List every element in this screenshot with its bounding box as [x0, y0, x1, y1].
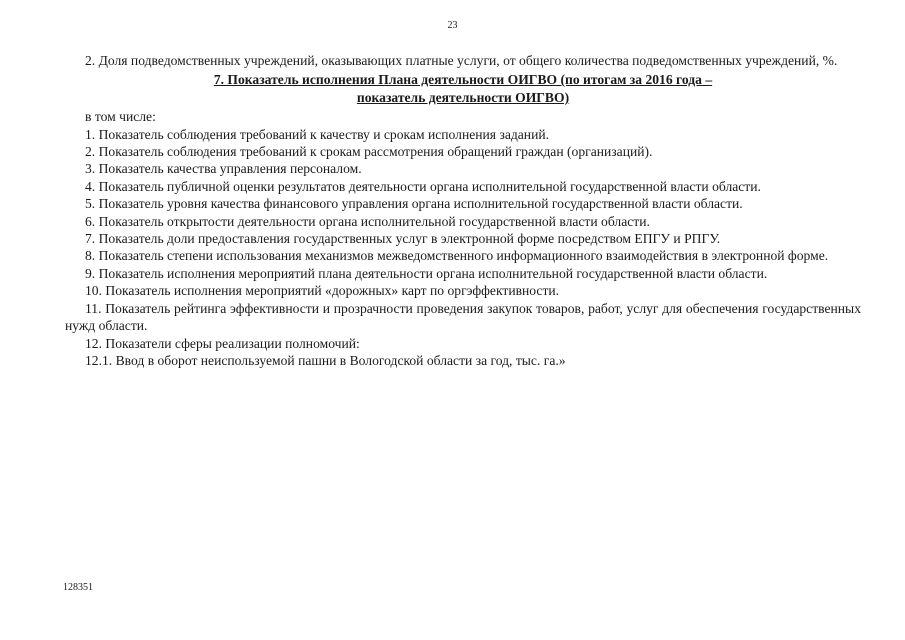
intro-paragraph: 2. Доля подведомственных учреждений, оказывающих платные услуги, от общего количества подведомственных учреждений, %. — [85, 53, 838, 68]
list-item-2: 2. Показатель соблюдения требований к срокам рассмотрения обращений граждан (организаций). — [85, 144, 653, 160]
list-item-12: 12. Показатели сферы реализации полномочий: — [85, 335, 360, 351]
section-heading-line-1: 7. Показатель исполнения Плана деятельности ОИГВО (по итогам за 2016 года – — [213, 72, 713, 88]
list-item-1: 1. Показатель соблюдения требований к качеству и срокам исполнения заданий. — [85, 126, 550, 142]
document-code: 128351 — [63, 582, 93, 593]
page-number: 23 — [447, 20, 458, 31]
section-heading — [65, 71, 861, 106]
list-item-7: 7. Показатель доли предоставления государственных услуг в электронной форме посредством ЕПГУ и РПГУ. — [85, 231, 721, 247]
list-item-6: 6. Показатель открытости деятельности органа исполнительной государственной власти области. — [85, 213, 650, 229]
list-item-10: 10. Показатель исполнения мероприятий «дорожных» карт по оргэффективности. — [85, 283, 560, 299]
section-heading-line-2: показатель деятельности ОИГВО) — [356, 89, 570, 105]
document-body — [65, 52, 861, 369]
list-item-3: 3. Показатель качества управления персоналом. — [85, 161, 362, 177]
list-item-11: 11. Показатель рейтинга эффективности и прозрачности проведения закупок товаров, работ, услуг для обеспечения государственных нужд области. — [65, 300, 861, 334]
list-item-9: 9. Показатель исполнения мероприятий плана деятельности органа исполнительной государственной власти области. — [85, 265, 768, 281]
list-item-12-1: 12.1. Ввод в оборот неиспользуемой пашни в Вологодской области за год, тыс. га.» — [85, 352, 566, 368]
list-item-5: 5. Показатель уровня качества финансового управления органа исполнительной государственной власти области. — [85, 196, 743, 212]
list-item-4: 4. Показатель публичной оценки результатов деятельности органа исполнительной государственной власти области. — [85, 178, 761, 194]
list-item-8: 8. Показатель степени использования механизмов межведомственного информационного взаимодействия в электронной форме. — [85, 248, 829, 264]
including-label: в том числе: — [85, 109, 156, 125]
